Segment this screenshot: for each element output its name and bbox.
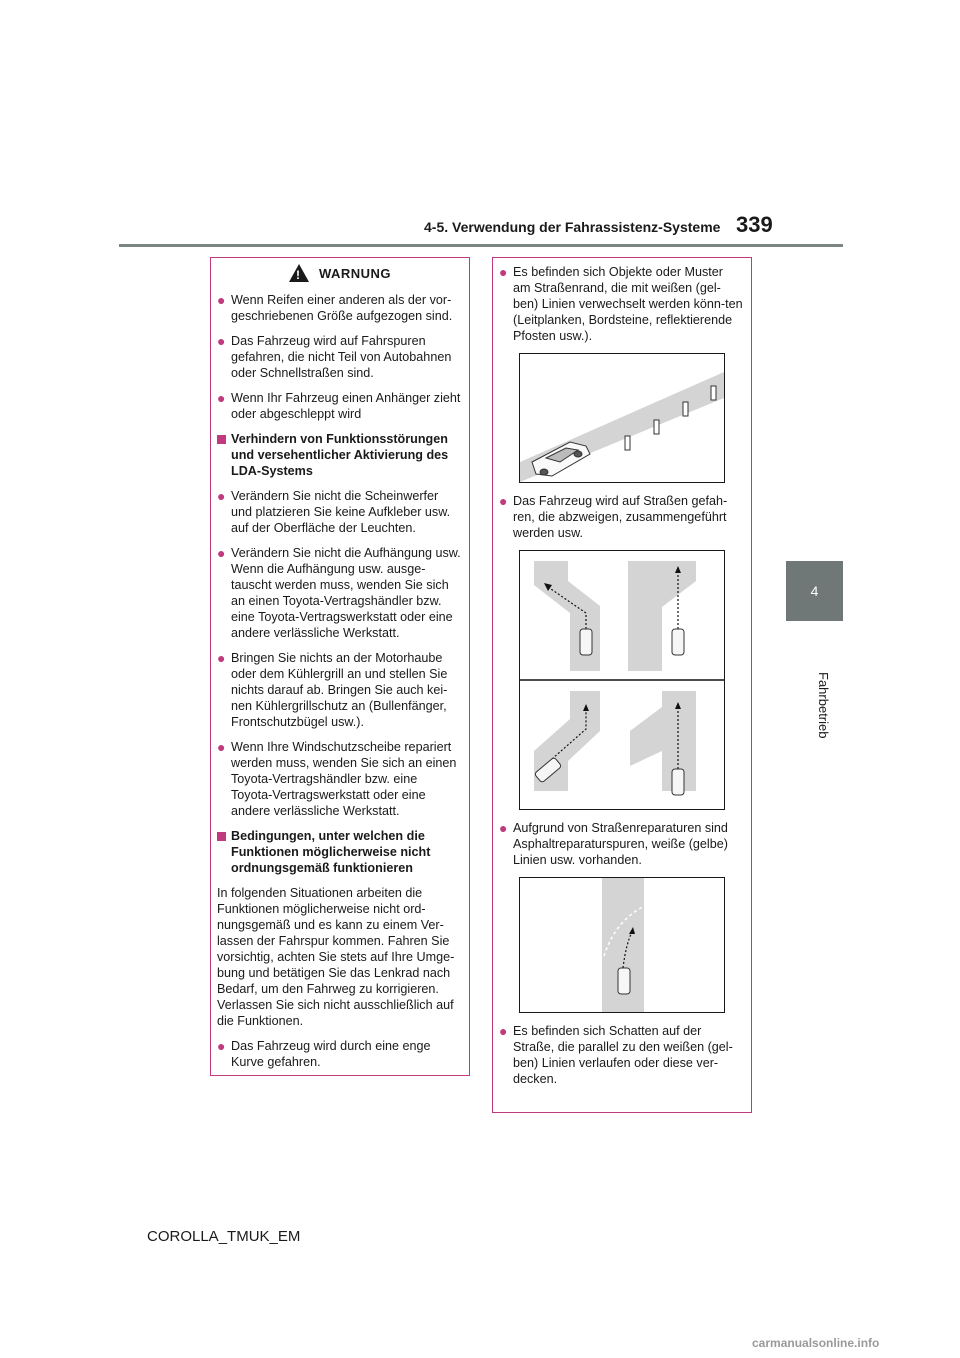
page-number: 339 xyxy=(736,212,773,237)
list-item: ● Es befinden sich Schatten auf der Straße, die parallel zu den weißen (gel-ben) Linien verlaufen oder diese ver-decken. xyxy=(499,1023,743,1087)
warning-box xyxy=(210,257,470,1076)
list-item-text: Wenn Reifen einer anderen als der vor-geschriebenen Größe aufgezogen sind. xyxy=(231,293,453,323)
chapter-title: Fahrbetrieb xyxy=(816,672,831,739)
list-item: ● Das Fahrzeug wird auf Fahrspuren gefahren, die nicht Teil von Autobahnen oder Schnellstraßen sind. xyxy=(217,333,461,381)
figure-roadside-posts xyxy=(519,353,725,483)
section-title: 4-5. Verwendung der Fahrassistenz-Systeme xyxy=(424,219,721,235)
subheading-text: Bedingungen, unter welchen die Funktionen möglicherweise nicht ordnungsgemäß funktionieren xyxy=(231,829,431,875)
list-item-text: Das Fahrzeug wird auf Straßen gefah-ren, die abzweigen, zusammengeführt werden usw. xyxy=(513,494,728,540)
subheading-text: Verhindern von Funktionsstörungen und versehentlicher Aktivierung des LDA-Systems xyxy=(231,432,449,478)
list-item-text: Wenn Ihr Fahrzeug einen Anhänger zieht oder abgeschleppt wird xyxy=(231,391,461,421)
list-item: ● Verändern Sie nicht die Scheinwerfer und platzieren Sie keine Aufkleber usw. auf der Oberfläche der Leuchten. xyxy=(217,488,461,536)
warning-label: WARNUNG xyxy=(318,265,392,281)
list-item-text: Aufgrund von Straßenreparaturen sind Asphaltreparaturspuren, weiße (gelbe) Linien usw. vorhanden. xyxy=(513,821,728,867)
list-item: ● Aufgrund von Straßenreparaturen sind Asphaltreparaturspuren, weiße (gelbe) Linien usw. vorhanden. xyxy=(499,820,743,868)
watermark[interactable]: carmanualsonline.info xyxy=(752,1336,880,1350)
list-item: ● Es befinden sich Objekte oder Muster am Straßenrand, die mit weißen (gel-ben) Linien verwechselt werden könn-ten (Leitplanken, Bordsteine, reflektierende Pfosten usw.). xyxy=(499,264,743,343)
list-item: ● Wenn Ihr Fahrzeug einen Anhänger zieht oder abgeschleppt wird xyxy=(217,390,461,421)
list-item: ● Verändern Sie nicht die Aufhängung usw. Wenn die Aufhängung usw. ausge-tauscht werden muss, wenden Sie sich an einen Toyota-Vertragshändler bzw. eine Toyota-Vertragswerkstatt oder eine andere verlässliche Werkstatt. xyxy=(217,545,461,640)
list-item: ● Bringen Sie nichts an der Motorhaube oder dem Kühlergrill an und stellen Sie nichts darauf ab. Bringen Sie auch kei-nen Kühlergrillschutz an (Bullenfänger, Frontschutzbügel usw.). xyxy=(217,650,461,730)
list-item-text: Das Fahrzeug wird auf Fahrspuren gefahren, die nicht Teil von Autobahnen oder Schnellstraßen sind. xyxy=(231,334,452,380)
list-item-text: Bringen Sie nichts an der Motorhaube oder dem Kühlergrill an und stellen Sie nichts darauf ab. Bringen Sie auch kei-nen Kühlergrillschutz an (Bullenfänger, Frontschutzbügel usw.). xyxy=(231,651,448,729)
paragraph: In folgenden Situationen arbeiten die Funktionen möglicherweise nicht ord-nungsgemäß und es kann zu einem Ver-lassen der Fahrspur kommen. Fahren Sie vorsichtig, achten Sie stets auf Ihre Umge-bung und betätigen Sie das Lenkrad nach Bedarf, um den Fahrweg zu korrigieren. Verlassen Sie sich nicht ausschließlich auf die Funktionen. xyxy=(217,886,455,1028)
conditions-box xyxy=(492,257,752,1113)
list-item-text: Verändern Sie nicht die Scheinwerfer und platzieren Sie keine Aufkleber usw. auf der Oberfläche der Leuchten. xyxy=(231,489,451,535)
list-item: ● Das Fahrzeug wird auf Straßen gefah-ren, die abzweigen, zusammengeführt werden usw. xyxy=(499,493,743,541)
header-rule xyxy=(119,244,843,247)
list-item: ● Wenn Ihre Windschutzscheibe repariert werden muss, wenden Sie sich an einen Toyota-Vertragshändler bzw. eine Toyota-Vertragswerkstatt oder eine andere verlässliche Werkstatt. xyxy=(217,739,461,819)
figure-repair-marks xyxy=(519,877,725,1013)
chapter-tab[interactable] xyxy=(786,561,843,621)
list-item: ● Das Fahrzeug wird durch eine enge Kurve gefahren. xyxy=(217,1038,461,1070)
list-item: ● Wenn Reifen einer anderen als der vor-geschriebenen Größe aufgezogen sind. xyxy=(217,292,461,324)
warning-header xyxy=(211,258,469,288)
list-item-text: Es befinden sich Schatten auf der Straße, die parallel zu den weißen (gel-ben) Linien verlaufen oder diese ver-decken. xyxy=(513,1024,733,1086)
list-item-text: Verändern Sie nicht die Aufhängung usw. Wenn die Aufhängung usw. ausge-tauscht werden muss, wenden Sie sich an einen Toyota-Vertragshändler bzw. eine Toyota-Vertragswerkstatt oder eine andere verlässliche Werkstatt. xyxy=(231,546,461,640)
list-item-text: Das Fahrzeug wird durch eine enge Kurve gefahren. xyxy=(231,1039,431,1069)
list-item-text: Wenn Ihre Windschutzscheibe repariert werden muss, wenden Sie sich an einen Toyota-Vertragshändler bzw. eine Toyota-Vertragswerkstatt oder eine andere verlässliche Werkstatt. xyxy=(231,740,457,818)
subheading xyxy=(217,431,461,479)
list-item-text: Es befinden sich Objekte oder Muster am Straßenrand, die mit weißen (gel-ben) Linien verwechselt werden könn-ten (Leitplanken, Bordsteine, reflektierende Pfosten usw.). xyxy=(513,265,743,343)
subheading xyxy=(217,828,461,876)
figure-branching-roads xyxy=(519,550,725,810)
warning-triangle-icon xyxy=(289,264,309,282)
model-code: COROLLA_TMUK_EM xyxy=(147,1228,301,1245)
chapter-number: 4 xyxy=(810,583,819,599)
